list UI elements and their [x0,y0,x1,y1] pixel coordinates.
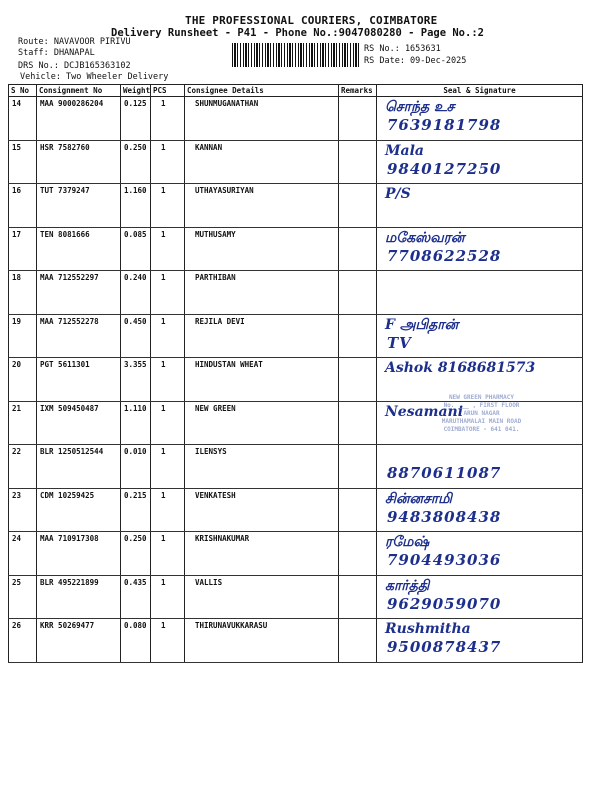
handwritten-phone-number: 9629059070 [387,594,502,613]
handwritten-signature: Mala [385,142,424,159]
handwritten-signature: ரமேஷ் [385,534,430,550]
weight-cell: 0.250 [121,532,151,576]
pieces-cell: 1 [151,227,185,271]
consignment-number-cell: PGT 5611301 [37,358,121,402]
table-row [9,227,583,271]
handwritten-phone-number: 8870611087 [387,464,502,482]
col-header-weight: Weight [121,85,151,97]
route-label: Route: NAVAVOOR PIRIVU [18,37,131,47]
signature-cell [377,97,583,141]
drs-number: DRS No.: DCJB165363102 [18,61,131,71]
pieces-cell: 1 [151,445,185,489]
serial-number-cell: 25 [9,575,37,619]
serial-number-cell: 21 [9,401,37,445]
signature-cell [377,227,583,271]
table-row [9,532,583,576]
remarks-cell [339,445,377,489]
remarks-cell [339,140,377,184]
weight-cell: 0.450 [121,314,151,358]
consignment-number-cell: MAA 712552297 [37,271,121,315]
pieces-cell: 1 [151,271,185,315]
handwritten-signature: மகேஸ்வரன் [385,229,465,246]
col-header-sno: S No [9,85,37,97]
table-row [9,184,583,228]
consignee-cell: UTHAYASURIYAN [185,184,339,228]
signature-cell [377,575,583,619]
weight-cell: 0.080 [121,619,151,663]
consignment-number-cell: TEN 8081666 [37,227,121,271]
stamp-text: COIMBATORE - 641 041. [443,425,520,433]
pieces-cell: 1 [151,140,185,184]
weight-cell: 0.240 [121,271,151,315]
remarks-cell [339,271,377,315]
consignee-cell: HINDUSTAN WHEAT [185,358,339,402]
handwritten-phone-number: 7639181798 [387,116,502,134]
serial-number-cell: 18 [9,271,37,315]
consignee-cell: VENKATESH [185,488,339,532]
consignment-number-cell: MAA 712552278 [37,314,121,358]
signature-cell [377,532,583,576]
consignee-cell: THIRUNAVUKKARASU [185,619,339,663]
signature-cell [377,393,583,445]
stamp-text: MARUTHAMALAI MAIN ROAD [441,417,522,425]
signature-cell [377,619,583,663]
signature-cell [377,314,583,358]
consignment-number-cell: IXM 509450487 [37,401,121,445]
serial-number-cell: 19 [9,314,37,358]
consignment-number-cell: TUT 7379247 [37,184,121,228]
consignment-number-cell: HSR 7582760 [37,140,121,184]
remarks-cell [339,358,377,402]
handwritten-signature: F அபிதான் [385,316,459,333]
table-row [9,97,583,141]
consignee-cell: KRISHNAKUMAR [185,532,339,576]
table-row [9,488,583,532]
runsheet-table [8,84,583,663]
signature-cell [377,184,583,228]
col-header-signature: Seal & Signature [377,85,583,97]
serial-number-cell: 26 [9,619,37,663]
pieces-cell: 1 [151,401,185,445]
runsheet-subtitle: Delivery Runsheet - P41 - Phone No.:9047080280 - Page No.:2 [111,27,484,39]
company-title: THE PROFESSIONAL COURIERS, COIMBATORE [185,14,438,27]
handwritten-phone-number: 7708622528 [387,246,502,265]
weight-cell: 0.250 [121,140,151,184]
consignee-cell: SHUNMUGANATHAN [185,97,339,141]
remarks-cell [339,488,377,532]
weight-cell: 0.010 [121,445,151,489]
table-row [9,619,583,663]
handwritten-signature: சின்னசாமி [385,490,452,507]
remarks-cell [339,97,377,141]
remarks-cell [339,314,377,358]
handwritten-phone-number: 9483808438 [387,507,502,526]
consignee-cell: REJILA DEVI [185,314,339,358]
weight-cell: 0.085 [121,227,151,271]
table-row [9,575,583,619]
serial-number-cell: 15 [9,140,37,184]
table-row [9,401,583,445]
remarks-cell [339,401,377,445]
weight-cell: 3.355 [121,358,151,402]
staff-label: Staff: DHANAPAL [18,48,95,58]
consignee-cell: KANNAN [185,140,339,184]
pieces-cell: 1 [151,358,185,402]
consignment-number-cell: MAA 710917308 [37,532,121,576]
table-row [9,271,583,315]
col-header-pcs: PCS [151,85,185,97]
remarks-cell [339,532,377,576]
handwritten-signature: Nesamani [385,403,464,420]
consignee-cell: PARTHIBAN [185,271,339,315]
vehicle-label: Vehicle: Two Wheeler Delivery [20,72,169,82]
handwritten-signature: Rushmitha [385,621,471,637]
serial-number-cell: 22 [9,445,37,489]
consignment-number-cell: BLR 495221899 [37,575,121,619]
serial-number-cell: 17 [9,227,37,271]
serial-number-cell: 23 [9,488,37,532]
handwritten-signature: சொந்த உச [385,99,455,115]
consignee-cell: VALLIS [185,575,339,619]
table-row [9,140,583,184]
weight-cell: 0.435 [121,575,151,619]
signature-cell [377,488,583,532]
weight-cell: 1.110 [121,401,151,445]
weight-cell: 0.215 [121,488,151,532]
remarks-cell [339,184,377,228]
signature-cell [377,445,583,489]
remarks-cell [339,575,377,619]
signature-cell [377,271,583,315]
serial-number-cell: 20 [9,358,37,402]
rs-date: RS Date: 09-Dec-2025 [364,56,467,66]
consignment-number-cell: CDM 10259425 [37,488,121,532]
col-header-consignee: Consignee Details [185,85,339,97]
handwritten-phone-number: 9840127250 [387,159,502,178]
weight-cell: 0.125 [121,97,151,141]
serial-number-cell: 24 [9,532,37,576]
remarks-cell [339,227,377,271]
serial-number-cell: 14 [9,97,37,141]
pieces-cell: 1 [151,314,185,358]
table-header-row [9,85,583,97]
consignee-cell: ILENSYS [185,445,339,489]
consignment-number-cell: KRR 50269477 [37,619,121,663]
consignment-number-cell: BLR 1250512544 [37,445,121,489]
serial-number-cell: 16 [9,184,37,228]
handwritten-phone-number: 7904493036 [387,551,502,569]
consignee-cell: MUTHUSAMY [185,227,339,271]
pieces-cell: 1 [151,488,185,532]
signature-cell [377,140,583,184]
stamp-text: NEW GREEN PHARMACY [448,393,515,401]
rs-number: RS No.: 1653631 [364,44,441,54]
pieces-cell: 1 [151,184,185,228]
stamp-text: No. ___ , FIRST FLOOR [443,401,520,409]
weight-cell: 1.160 [121,184,151,228]
handwritten-signature: Ashok 8168681573 [385,360,536,376]
pieces-cell: 1 [151,532,185,576]
handwritten-phone-number: TV [387,333,412,352]
stamp-text: ARUN NAGAR [463,409,500,417]
consignee-cell: NEW GREEN [185,401,339,445]
col-header-consignment: Consignment No [37,85,121,97]
handwritten-signature: P/S [385,186,411,202]
pieces-cell: 1 [151,575,185,619]
table-row [9,314,583,358]
col-header-remarks: Remarks [339,85,377,97]
remarks-cell [339,619,377,663]
handwritten-signature: கார்த்தி [385,577,430,594]
barcode-image [232,43,359,67]
pieces-cell: 1 [151,619,185,663]
pieces-cell: 1 [151,97,185,141]
table-row [9,445,583,489]
handwritten-phone-number: 9500878437 [387,638,502,656]
consignment-number-cell: MAA 9000286204 [37,97,121,141]
